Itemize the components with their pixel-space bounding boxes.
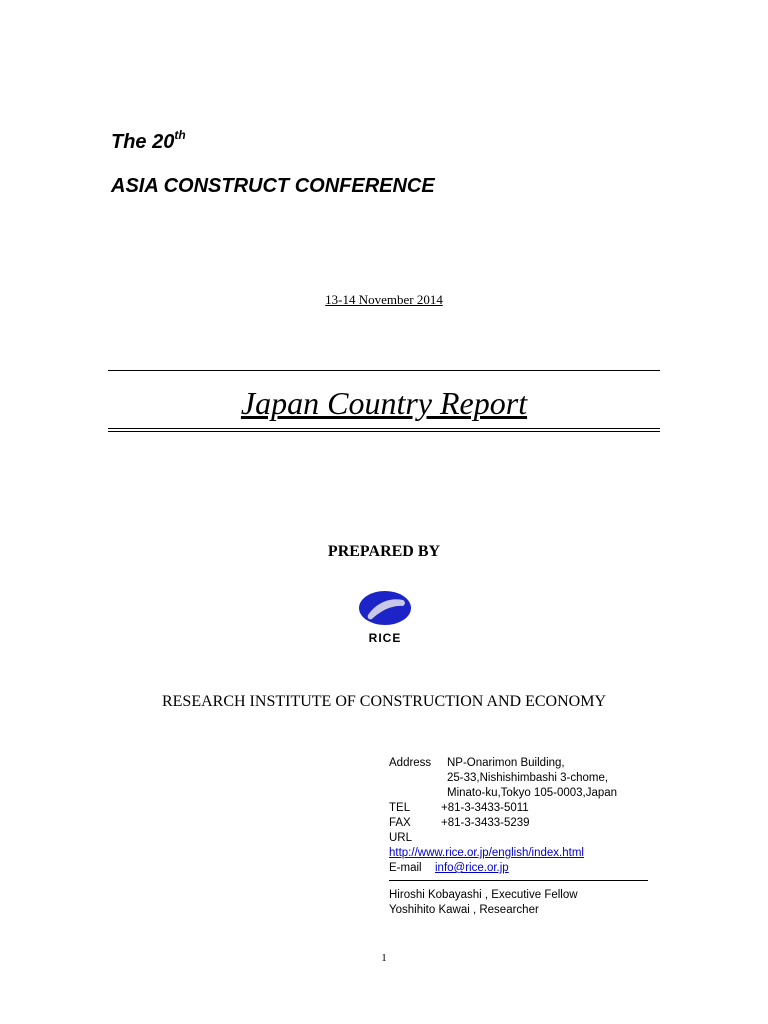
- email-link[interactable]: info@rice.or.jp: [435, 862, 509, 874]
- tel-value: +81-3-3433-5011: [441, 802, 529, 814]
- contact-email-row: [389, 861, 649, 876]
- title-top-rule: [108, 370, 660, 371]
- address-line-2: 25-33,Nishishimbashi 3-chome,: [447, 772, 609, 784]
- fax-label: FAX: [389, 817, 411, 829]
- contact-fax-row: [389, 816, 649, 831]
- contact-block: [389, 756, 649, 876]
- conference-number-prefix: The 20: [111, 131, 175, 153]
- url-label: URL: [389, 832, 413, 844]
- title-bottom-double-rule: [108, 428, 660, 432]
- conference-number: [111, 128, 186, 154]
- author-2: Yoshihito Kawai , Researcher: [389, 904, 539, 916]
- prepared-by-heading: PREPARED BY: [327, 543, 441, 560]
- rice-logo: [356, 589, 414, 647]
- page-number: 1: [381, 952, 387, 964]
- contact-divider: [389, 880, 648, 881]
- institute-name: RESEARCH INSTITUTE OF CONSTRUCTION AND ECONOMY: [161, 693, 606, 710]
- address-label: Address: [389, 757, 432, 769]
- contact-tel-row: [389, 801, 649, 816]
- fax-value: +81-3-3433-5239: [441, 817, 530, 829]
- authors-block: [389, 888, 649, 918]
- rice-logo-text: RICE: [368, 631, 402, 645]
- author-1: Hiroshi Kobayashi , Executive Fellow: [389, 889, 578, 901]
- url-link[interactable]: http://www.rice.or.jp/english/index.html: [389, 847, 584, 859]
- report-title: [0, 385, 768, 422]
- rice-logo-icon: [356, 589, 414, 631]
- contact-address-row-2: [389, 771, 649, 786]
- contact-address-row-3: [389, 786, 649, 801]
- contact-url-row: [389, 846, 649, 861]
- tel-label: TEL: [389, 802, 411, 814]
- email-label: E-mail: [389, 862, 422, 874]
- conference-number-suffix: th: [174, 128, 186, 142]
- contact-url-label-row: [389, 831, 649, 846]
- contact-address-row: [389, 756, 649, 771]
- conference-title: ASIA CONSTRUCT CONFERENCE: [111, 175, 435, 197]
- address-line-1: NP-Onarimon Building,: [447, 757, 565, 769]
- report-title-text: Japan Country Report: [240, 385, 528, 421]
- conference-date: [0, 292, 768, 308]
- conference-date-text: 13-14 November 2014: [325, 292, 443, 307]
- address-line-3: Minato-ku,Tokyo 105-0003,Japan: [447, 787, 618, 799]
